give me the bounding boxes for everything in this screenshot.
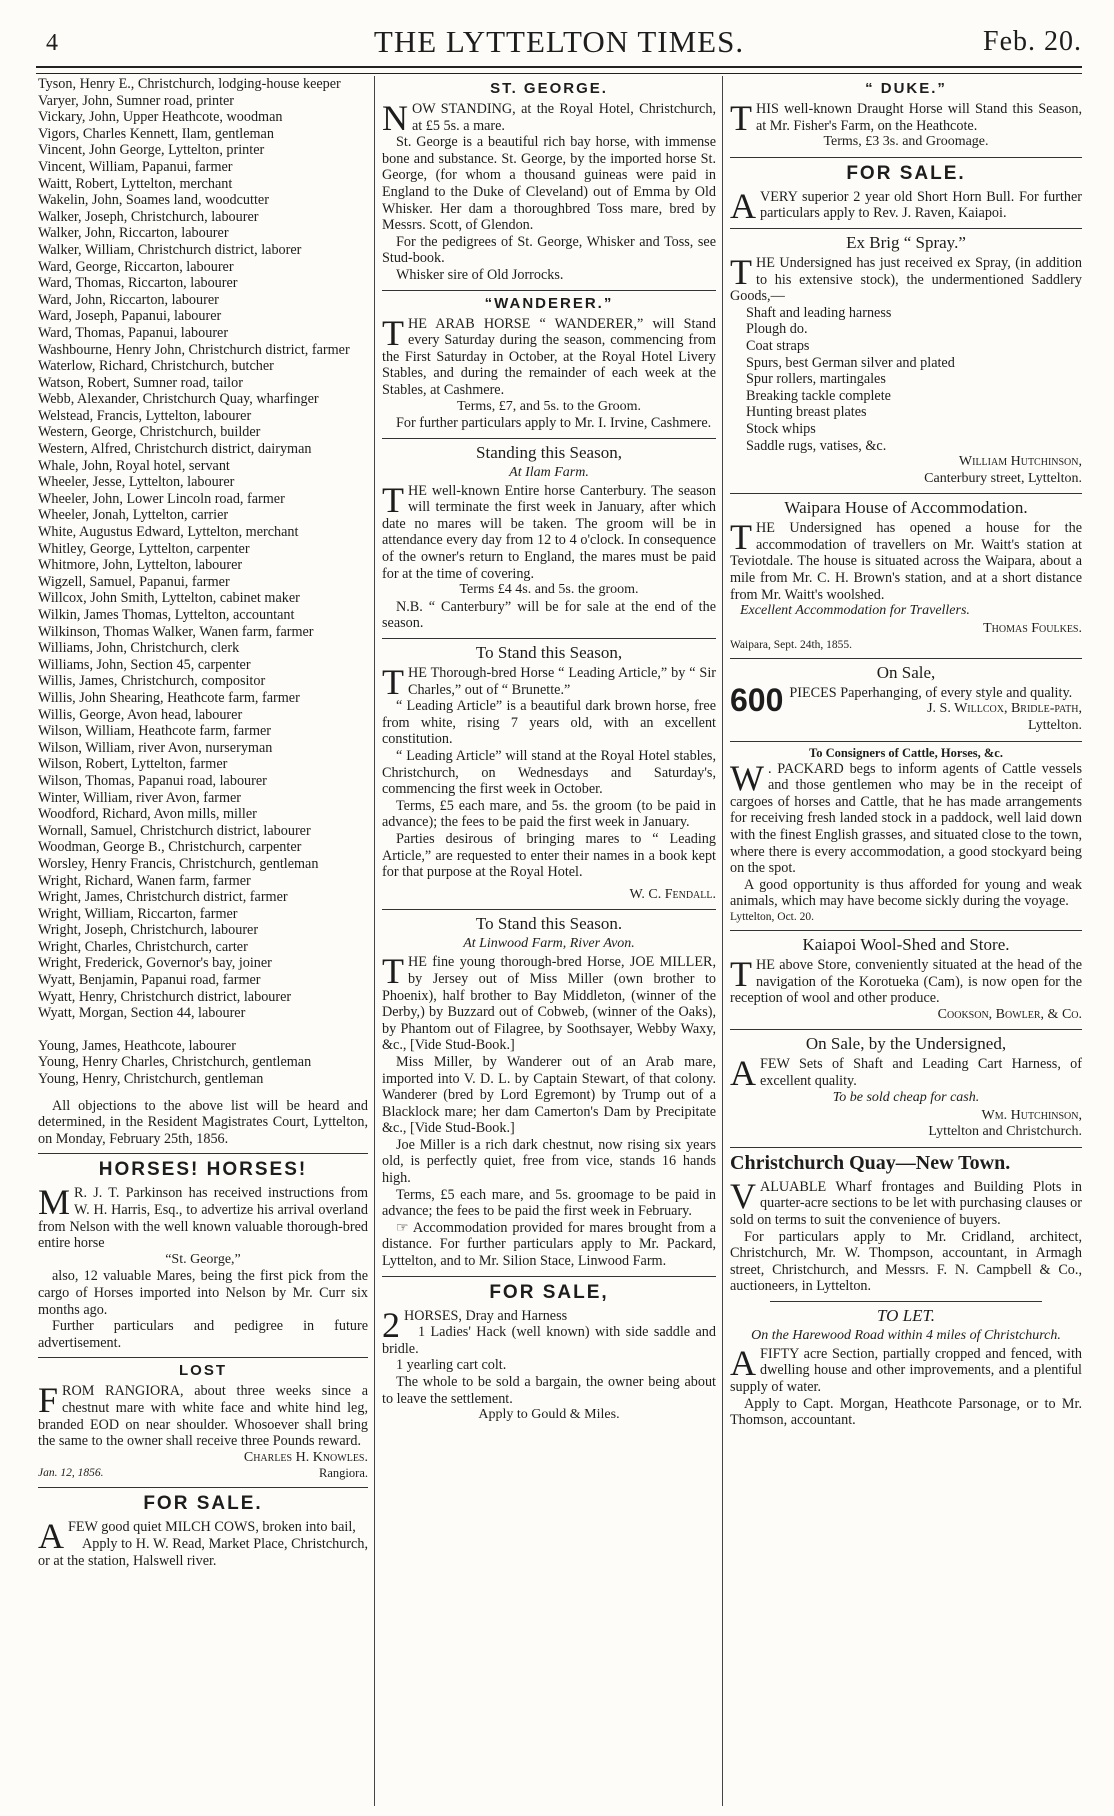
ad-heading: TO LET. [877, 1305, 935, 1325]
ad-body: For the pedigrees of St. George, Whisker and Toss, see Stud-book. [382, 233, 716, 267]
ad-body: VERY superior 2 year old Short Horn Bull. For further particulars apply to Rev. J. Raven, Kaiapoi. [760, 188, 1082, 222]
list-item: Young, Henry, Christchurch, gentleman [38, 1071, 264, 1088]
leading-article-ad [382, 643, 716, 903]
list-item: Spurs, best German silver and plated [746, 354, 955, 371]
ad-heading: LOST [179, 1362, 227, 1380]
cows-ad [38, 1493, 368, 1569]
list-item: Western, George, Christchurch, builder [38, 424, 261, 441]
ad-body: Parties desirous of bringing mares to “ Leading Article,” are requested to enter their names in a book kept for that purpose at the Royal Hotel. [382, 830, 716, 881]
ad-body: For particulars apply to Mr. Cridland, architect, Christchurch, Mr. W. Thompson, accountant, in Armagh street, Christchurch, and Messrs. F. N. Campbell & Co., auctioneers, in Lyttelton. [730, 1228, 1082, 1295]
ad-body: Apply to H. W. Read, Market Place, Christchurch, or at the station, Halswell river. [38, 1535, 368, 1569]
list-item: Wilson, William, river Avon, nurseryman [38, 739, 273, 756]
ad-body: Joe Miller is a rich dark chestnut, now rising six years old, is perfectly quiet, free from vice, stands 16 hands high. [382, 1136, 716, 1187]
st-george-ad [382, 80, 716, 284]
list-item: Shaft and leading harness [746, 304, 892, 321]
drop-cap: T [382, 479, 404, 520]
drop-cap: F [38, 1380, 59, 1421]
list-item: Wilkin, James Thomas, Lyttelton, accountant [38, 607, 295, 623]
ad-signature: Thomas Foulkes. [983, 621, 1082, 637]
drop-cap: 2 [382, 1304, 400, 1345]
ad-body: St. George is a beautiful rich bay horse, with immense bone and substance. St. George, by the imported horse St. George, (for whom a thousand guineas were paid in England to the Duke of Cleveland) out of Emma by Old Whisker. Her dam a thoroughbred Toss mare, bred by Messrs. Scott, of Glendon. [382, 134, 716, 234]
list-item: Winter, William, river Avon, farmer [38, 789, 242, 806]
list-item: Walker, William, Christchurch district, laborer [38, 241, 302, 258]
jurors-list-y [38, 1038, 368, 1088]
list-item: Willis, John Shearing, Heathcote farm, farmer [38, 689, 300, 706]
ad-heading: Christchurch Quay—New Town. [730, 1151, 1011, 1174]
big-number: 600 [730, 681, 784, 718]
ad-body: Miss Miller, by Wanderer out of an Arab mare, imported into V. D. L. by Captain Stewart, of that colony. Wanderer (bred by Lord Egremont) by Trump out of a Blacklock mare; her dam Camerton's Dam by Precipitate &c., [Vide Stud-Book.] [382, 1053, 716, 1137]
column-2 [382, 76, 716, 1806]
ad-body: “ Leading Article” is a beautiful dark brown horse, free from white, rising 7 years old, with an excellent constitution. [382, 698, 716, 748]
ad-heading: HORSES! HORSES! [98, 1159, 308, 1181]
list-item: Wright, Frederick, Governor's bay, joiner [38, 955, 272, 972]
consigners-ad [730, 746, 1082, 924]
ad-heading: Standing this Season, [476, 442, 622, 462]
list-item: Hunting breast plates [746, 404, 867, 421]
ad-tagline: To be sold cheap for cash. [832, 1089, 980, 1105]
list-item: Wilson, Robert, Lyttelton, farmer [38, 756, 228, 773]
column-divider [374, 76, 375, 1806]
list-item: Wigzell, Samuel, Papanui, farmer [38, 573, 230, 590]
list-item: Williams, John, Christchurch, clerk [38, 640, 240, 657]
list-item: Wheeler, Jonah, Lyttelton, carrier [38, 507, 229, 524]
ad-body: Whisker sire of Old Jorrocks. [396, 266, 564, 283]
ad-heading: FOR SALE. [846, 162, 966, 184]
drop-cap: W [730, 757, 764, 798]
ad-body: also, 12 valuable Mares, being the first pick from the cargo of Horses imported into Nelson by Mr. Curr six months ago. [38, 1268, 368, 1318]
page-number: 4 [46, 30, 58, 56]
list-item: Vickary, John, Upper Heathcote, woodman [38, 109, 283, 126]
list-item: Wilkinson, Thomas Walker, Wanen farm, farmer [38, 623, 314, 640]
canterbury-ad [382, 443, 716, 632]
list-item: Woodman, George B., Christchurch, carpenter [38, 839, 302, 856]
ad-body: N.B. “ Canterbury” will be for sale at the end of the season. [382, 598, 716, 632]
list-item: Spur rollers, martingales [746, 371, 886, 388]
ad-body: The whole to be sold a bargain, the owner being about to leave the settlement. [382, 1374, 716, 1407]
list-item: Walker, John, Riccarton, labourer [38, 225, 229, 242]
list-item: Tyson, Henry E., Christchurch, lodging-house keeper [38, 76, 341, 92]
list-item: Ward, George, Riccarton, labourer [38, 258, 234, 275]
ad-contact: Apply to Gould & Miles. [478, 1407, 620, 1423]
list-item: Walker, Joseph, Christchurch, labourer [38, 208, 259, 225]
ad-signature: J. S. Willcox, Bridle-path, [927, 701, 1082, 717]
ad-signature: William Hutchinson, [958, 454, 1082, 470]
list-item: Ward, Joseph, Papanui, labourer [38, 308, 222, 325]
ad-body: . PACKARD begs to inform agents of Cattle vessels and those gentlemen who may be in the receipt of cargoes of horses and Cattle, that he has made arrangements for receiving fresh landed stock in a paddock, well laid down with the finest English grasses, and situated close to the town, where there is every accommodation, a good stockyard being on the spot. [730, 760, 1082, 877]
ad-heading: To Consigners of Cattle, Horses, &c. [809, 745, 1003, 760]
list-item: Willcox, John Smith, Lyttelton, cabinet maker [38, 590, 300, 607]
ad-body: HORSES, Dray and Harness [404, 1307, 568, 1324]
list-item: Wheeler, John, Lower Lincoln road, farmer [38, 490, 285, 507]
ad-address: Lyttelton. [1027, 718, 1082, 734]
list-item: Woodford, Richard, Avon mills, miller [38, 806, 257, 823]
list-item: Watson, Robert, Sumner road, tailor [38, 374, 243, 391]
masthead-rule [36, 66, 1082, 74]
ad-heading: FOR SALE. [143, 1493, 263, 1515]
list-item: Waitt, Robert, Lyttelton, merchant [38, 175, 233, 192]
ad-terms: Terms £4 4s. and 5s. the groom. [459, 582, 639, 598]
list-item: Worsley, Henry Francis, Christchurch, gentleman [38, 855, 319, 872]
list-item: Young, Henry Charles, Christchurch, gentleman [38, 1054, 312, 1071]
saddlery-list [730, 305, 1082, 454]
drop-cap: A [730, 1342, 756, 1383]
bull-ad [730, 162, 1082, 226]
list-item: Coat straps [746, 337, 810, 354]
drop-cap: T [382, 662, 404, 703]
kaiapoi-ad [730, 935, 1082, 1023]
list-item: Wakelin, John, Soames land, woodcutter [38, 192, 269, 209]
ad-place: Rangiora. [319, 1466, 368, 1481]
list-item: Webb, Alexander, Christchurch Quay, wharfinger [38, 391, 319, 408]
ad-subheading: At Linwood Farm, River Avon. [463, 936, 635, 952]
drop-cap: T [730, 517, 752, 558]
list-item: Wright, William, Riccarton, farmer [38, 905, 238, 922]
masthead [36, 18, 1082, 60]
list-item: Wyatt, Morgan, Section 44, labourer [38, 1005, 246, 1022]
ad-heading: FOR SALE, [489, 1281, 609, 1303]
ad-body: ROM RANGIORA, about three weeks since a chestnut mare with white face and white hind leg, branded EOD on near shoulder. Whosoever shall bring the same to the owner shall receive three Pounds reward. [38, 1383, 368, 1450]
ad-body: “ Leading Article” will stand at the Royal Hotel stables, Christchurch, on Wednesdays and Saturday's, commencing the first week in October. [382, 748, 716, 798]
drop-cap: T [730, 98, 752, 138]
ad-heading: On Sale, by the Undersigned, [805, 1034, 1007, 1054]
newspaper-title: THE LYTTELTON TIMES. [373, 24, 745, 59]
ad-date: Jan. 12, 1856. [38, 1467, 104, 1480]
column-1 [38, 76, 368, 1806]
ad-body: HE above Store, conveniently situated at the head of the navigation of the Korotueka (Cam), is now open for the reception of wool and other produce. [730, 956, 1082, 1007]
issue-date: Feb. 20. [983, 26, 1082, 57]
waipara-ad [730, 498, 1082, 652]
list-item: Wilson, William, Heathcote farm, farmer [38, 723, 271, 740]
list-item: Vincent, John George, Lyttelton, printer [38, 142, 265, 159]
ad-body: 1 yearling cart colt. [396, 1357, 507, 1374]
ad-body: ☞ Accommodation provided for mares brought from a distance. For further particulars apply to Mr. Packard, Lyttelton, and to Mr. Silion Stace, Linwood Farm. [382, 1219, 716, 1270]
list-item: Ward, John, Riccarton, labourer [38, 291, 219, 308]
ad-body: OW STANDING, at the Royal Hotel, Christchurch, at £5 5s. a mare. [412, 101, 716, 134]
ad-address: Canterbury street, Lyttelton. [924, 470, 1082, 486]
to-let-ad [730, 1306, 1082, 1429]
list-item: Ward, Thomas, Riccarton, labourer [38, 275, 238, 292]
ad-body: HE ARAB HORSE “ WANDERER,” will Stand every Saturday during the season, commencing from the First Saturday in October, at the Royal Hotel Livery Stables, and during the remainder of each week at the Stables, at Cashmere. [382, 315, 716, 398]
ad-body: HE Undersigned has opened a house for the accommodation of travellers on Mr. Waitt's station at Teviotdale. The house is situated across the Waipara, about a mile from Mr. C. H. Brown's station, and at a short distance from Mr. Waitt's woolshed. [730, 520, 1082, 603]
list-item: Vigors, Charles Kennett, Ilam, gentleman [38, 125, 274, 142]
spray-ad [730, 233, 1082, 487]
list-item: Breaking tackle complete [746, 387, 891, 404]
ad-heading: ST. GEORGE. [490, 80, 608, 97]
ad-body: For further particulars apply to Mr. I. Irvine, Cashmere. [396, 415, 712, 432]
list-item: Varyer, John, Sumner road, printer [38, 92, 235, 109]
ad-body: FIFTY acre Section, partially cropped and fenced, with dwelling house and other improvements, and a plentiful supply of water. [730, 1345, 1082, 1396]
ad-date: Lyttelton, Oct. 20. [730, 910, 815, 923]
list-item: Welstead, Francis, Lyttelton, labourer [38, 407, 252, 424]
list-item: Wheeler, Jesse, Lyttelton, labourer [38, 474, 235, 491]
joe-miller-ad [382, 914, 716, 1269]
ad-heading: “ DUKE.” [865, 80, 947, 97]
ad-body: Terms, £5 each mare, and 5s. the groom (to be paid in advance); the fees to be paid the first week in January. [382, 797, 716, 831]
list-item: Whale, John, Royal hotel, servant [38, 457, 230, 474]
list-item: Williams, John, Section 45, carpenter [38, 656, 251, 673]
list-item: Stock whips [746, 420, 816, 437]
ad-signature: Charles H. Knowles. [243, 1449, 368, 1465]
ad-signature: Wm. Hutchinson, [981, 1107, 1082, 1123]
harness-ad [730, 1034, 1082, 1140]
list-item: Wright, James, Christchurch district, farmer [38, 889, 288, 906]
ad-address: Lyttelton and Christchurch. [928, 1124, 1082, 1140]
list-item: Whitley, George, Lyttelton, carpenter [38, 540, 250, 557]
list-item: Willis, George, Avon head, labourer [38, 706, 243, 723]
ad-body: FEW good quiet MILCH COWS, broken into bail, [68, 1519, 356, 1536]
ad-heading: Waipara House of Accommodation. [784, 498, 1028, 518]
jurors-list [38, 76, 368, 1022]
list-item: Vincent, William, Papanui, farmer [38, 158, 233, 175]
ad-body: 1 Ladies' Hack (well known) with side saddle and bridle. [382, 1324, 716, 1357]
list-item: Washbourne, Henry John, Christchurch district, farmer [38, 341, 350, 358]
drop-cap: A [730, 185, 756, 226]
ad-heading: “WANDERER.” [484, 294, 614, 312]
ad-heading: To Stand this Season. [475, 914, 623, 934]
objections-notice: All objections to the above list will be heard and determined, in the Resident Magistrates Court, Lyttelton, on Monday, February 25th, 1856. [38, 1097, 368, 1147]
ad-body: ALUABLE Wharf frontages and Building Plots in quarter-acre sections to be let with purchasing clauses or sold on terms to suit the convenience of buyers. [730, 1178, 1082, 1228]
ad-heading: Ex Brig “ Spray.” [846, 232, 966, 252]
list-item: Wornall, Samuel, Christchurch district, labourer [38, 822, 311, 839]
drop-cap: T [382, 312, 404, 353]
quay-ad [730, 1152, 1082, 1295]
lost-ad [38, 1362, 368, 1481]
ad-body: R. J. T. Parkinson has received instructions from W. H. Harris, Esq., to advertize his arrival overland from Nelson with the well known valuable thorough-bred entire horse [38, 1185, 368, 1252]
ad-body: HE Thorough-bred Horse “ Leading Article,” by “ Sir Charles,” out of “ Brunette.” [408, 665, 716, 698]
ad-body: HIS well-known Draught Horse will Stand this Season, at Mr. Fisher's Farm, on the Heathcote. [756, 101, 1082, 134]
ad-terms: Terms, £3 3s. and Groomage. [823, 134, 989, 150]
list-item: Plough do. [746, 321, 808, 338]
list-item: Saddle rugs, vatises, &c. [746, 437, 887, 454]
list-item: Willis, James, Christchurch, compositor [38, 673, 266, 690]
list-item: Wright, Charles, Christchurch, carter [38, 938, 248, 955]
list-item: Young, James, Heathcote, labourer [38, 1037, 236, 1054]
drop-cap: V [730, 1175, 756, 1216]
ad-body: HE fine young thorough-bred Horse, JOE MILLER, by Jersey out of Miss Miller (own brother to Phoenix), half brother to Bay Middleton, (winner of the Derby,) by Buzzard out of Cobweb, (winner of the Oaks), by Phantom out of Filagree, by Soothsayer, Webby Waxy, &c., [Vide Stud-Book.] [382, 954, 716, 1054]
ad-body: FEW Sets of Shaft and Leading Cart Harness, of excellent quality. [760, 1056, 1082, 1089]
drop-cap: T [730, 953, 752, 994]
list-item: Wilson, Thomas, Papanui road, labourer [38, 772, 267, 789]
ad-body: HE well-known Entire horse Canterbury. The season will terminate the first week in January, after which date no mares will be taken. The groom will be in attendance every day from 12 to 4 o'clock. In consequence of the owner's return to England, the mares must be paid for at the time of covering. [382, 482, 716, 582]
list-item: Ward, Thomas, Papanui, labourer [38, 324, 229, 341]
list-item: Wyatt, Henry, Christchurch district, labourer [38, 988, 292, 1005]
drop-cap: A [730, 1053, 756, 1094]
ad-body: Further particulars and pedigree in future advertisement. [38, 1318, 368, 1351]
drop-cap: T [382, 951, 404, 992]
ad-body: Apply to Capt. Morgan, Heathcote Parsonage, or to Mr. Thomson, accountant. [730, 1395, 1082, 1429]
ad-heading: To Stand this Season, [475, 643, 623, 663]
list-item: White, Augustus Edward, Lyttelton, merchant [38, 524, 299, 541]
list-item: Wyatt, Benjamin, Papanui road, farmer [38, 972, 261, 989]
ad-body: HE Undersigned has just received ex Spray, (in addition to his extensive stock), the undermentioned Saddlery Goods,— [730, 254, 1082, 305]
list-item: Whitmore, John, Lyttelton, labourer [38, 557, 243, 574]
horses-ad [38, 1159, 368, 1351]
list-item: Wright, Richard, Wanen farm, farmer [38, 872, 251, 889]
drop-cap: M [38, 1182, 71, 1223]
ad-heading: Kaiapoi Wool-Shed and Store. [802, 934, 1010, 954]
ad-subheading: At Ilam Farm. [509, 464, 589, 480]
ad-body: PIECES Paperhanging, of every style and quality. [789, 684, 1073, 701]
column-divider [722, 76, 723, 1806]
wanderer-ad [382, 295, 716, 432]
drop-cap: A [38, 1516, 64, 1557]
ad-date: Waipara, Sept. 24th, 1855. [730, 638, 853, 651]
duke-ad [730, 80, 1082, 151]
drop-cap: T [730, 251, 752, 292]
list-item: Waterlow, Richard, Christchurch, butcher [38, 358, 274, 375]
list-item: Wright, Joseph, Christchurch, labourer [38, 922, 259, 939]
ad-signature: Cookson, Bowler, & Co. [937, 1006, 1082, 1022]
drop-cap: N [382, 98, 408, 138]
list-item: Western, Alfred, Christchurch district, dairyman [38, 441, 312, 458]
ad-heading: On Sale, [876, 662, 936, 682]
horse-name: “St. George,” [165, 1251, 241, 1267]
ad-tagline: Excellent Accommodation for Travellers. [740, 603, 970, 619]
ad-terms: Terms, £7, and 5s. to the Groom. [456, 398, 642, 414]
dray-horses-ad [382, 1282, 716, 1424]
ad-subheading: On the Harewood Road within 4 miles of Christchurch. [751, 1327, 1061, 1343]
ad-signature: W. C. Fendall. [629, 886, 716, 902]
paperhanging-ad [730, 663, 1082, 735]
column-3 [730, 76, 1082, 1806]
ad-body: A good opportunity is thus afforded for young and weak animals, which may have become sickly during the voyage. [730, 876, 1082, 910]
ad-body: Terms, £5 each mare, and 5s. groomage to be paid in advance; the fees to be paid the first week in February. [382, 1186, 716, 1220]
